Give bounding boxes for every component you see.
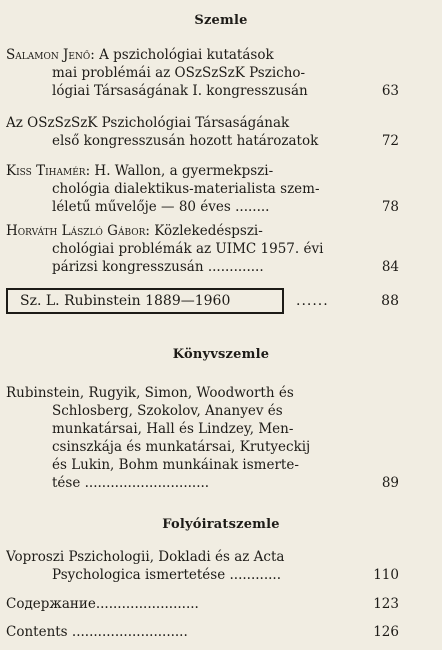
toc-entry-salamon[interactable]: Salamon Jenő: A pszichológiai kutatások mai problémái az OSzSzSzK Pszicho- lógiai Társaságának I. kongresszusán 63 — [6, 47, 399, 99]
leader-dots: ...... — [296, 293, 329, 309]
toc-entry-book-reviews[interactable]: Rubinstein, Rugyik, Simon, Woodworth és Schlosberg, Szokolov, Ananyev és munkatársai, Hall és Lindzey, Men- csinszkája és munkatársai, Krutyeckij és Lukin, Bohm munkáinak ismerte- tése ............................. 89 — [6, 385, 399, 491]
toc-entry-hatarozatok[interactable]: Az OSzSzSzK Pszichológiai Társaságának első kongresszusán hozott határozatok 72 — [6, 115, 399, 149]
toc-entry-journal-reviews[interactable]: Voproszi Pszichologii, Dokladi és az Acta Psychologica ismertetése ............ 110 — [6, 549, 399, 583]
toc-entry-rubinstein-obituary[interactable] — [6, 288, 399, 318]
toc-entry-contents[interactable]: Contents ........................... 126 — [6, 624, 399, 640]
page-number: 84 — [381, 259, 399, 275]
page-number: 78 — [381, 199, 399, 215]
framed-title: Sz. L. Rubinstein 1889—1960 — [6, 288, 284, 314]
entry-author: Salamon Jenő: — [6, 47, 95, 63]
entry-author: Horváth László Gábor: — [6, 223, 150, 239]
section-heading-konyvszemle: Könyvszemle — [172, 347, 270, 362]
section-heading-szemle: Szemle — [194, 13, 248, 28]
page-number: 110 — [373, 567, 399, 583]
page-number: 126 — [373, 624, 399, 640]
entry-author: Kiss Tihamér: — [6, 163, 91, 179]
section-heading-folyoiratszemle: Folyóiratszemle — [162, 517, 280, 532]
page-number: 72 — [381, 133, 399, 149]
toc-entry-horvath[interactable]: Horváth László Gábor: Közlekedéspszi- chológiai problémák az UIMC 1957. évi párizsi kongresszusán ............. 84 — [6, 223, 399, 275]
toc-entry-kiss[interactable]: Kiss Tihamér: H. Wallon, a gyermekpszi- chológia dialektikus-materialista szem- léletű művelője — 80 éves ........ 78 — [6, 163, 399, 215]
page-number: 123 — [373, 596, 399, 612]
page-number: 88 — [381, 293, 399, 309]
page-number: 63 — [381, 83, 399, 99]
page-number: 89 — [381, 475, 399, 491]
toc-entry-soderzhanie[interactable]: Содержание........................ 123 — [6, 596, 399, 612]
